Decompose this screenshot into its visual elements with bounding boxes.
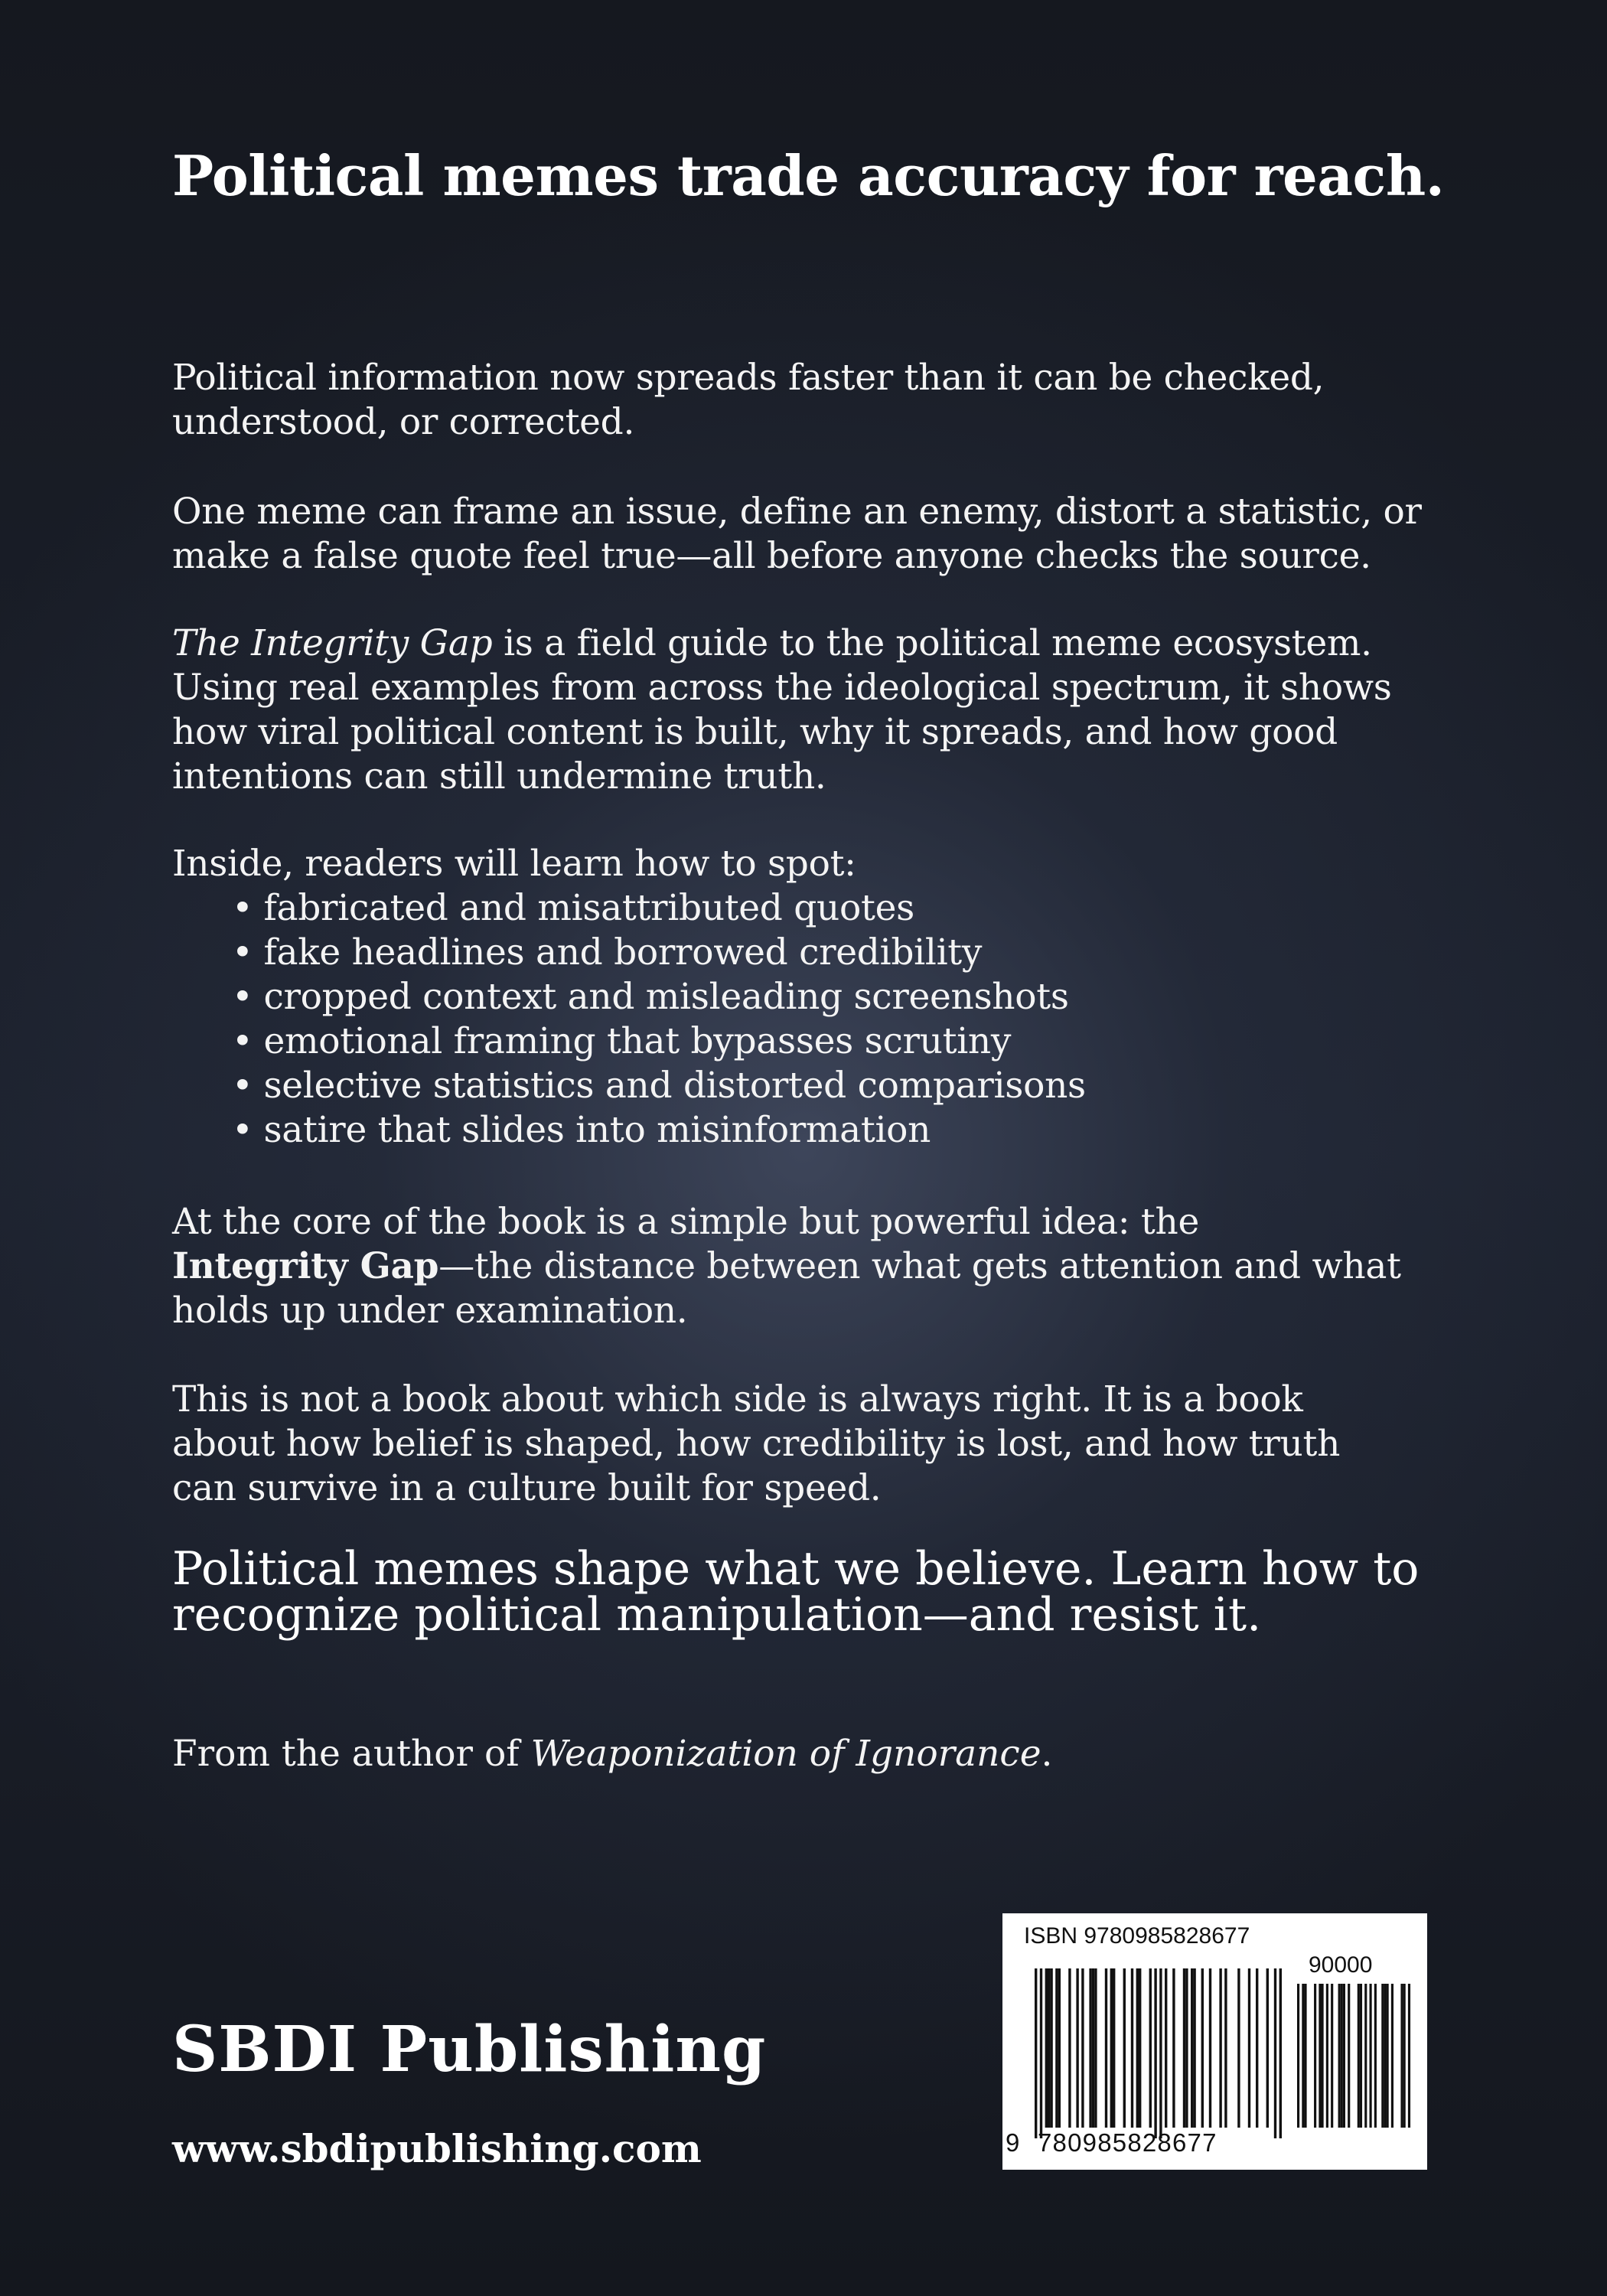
- core-idea-line-2: [172, 1244, 1442, 1289]
- from-author: [172, 1731, 1052, 1777]
- price-addon-bar: [1322, 1984, 1324, 2128]
- barcode-bar: [1274, 1968, 1276, 2138]
- barcode-bar: [1035, 1968, 1037, 2138]
- spot-list: [172, 886, 1086, 1153]
- list-item: • fabricated and misattributed quotes: [232, 886, 1086, 931]
- barcode-bar: [1201, 1968, 1204, 2128]
- tagline: [172, 1542, 1420, 1642]
- barcode-bar: [1068, 1968, 1071, 2128]
- barcode-bar: [1081, 1968, 1084, 2128]
- meme-line-1: One meme can frame an issue, define an enemy, distort a statistic, or: [172, 491, 1422, 533]
- barcode-bar: [1076, 1968, 1078, 2128]
- barcode-bar: [1159, 1968, 1162, 2138]
- price-addon-bar: [1408, 1984, 1410, 2128]
- price-addon-bar: [1297, 1984, 1299, 2128]
- intro-line-2: understood, or corrected.: [172, 401, 635, 443]
- book-description-line-3: how viral political content is built, why it spreads, and how good: [172, 711, 1338, 753]
- core-idea-line-3: holds up under examination.: [172, 1290, 688, 1332]
- purpose-paragraph: [172, 1378, 1442, 1511]
- price-addon-bar: [1326, 1984, 1328, 2128]
- barcode-bar: [1185, 1968, 1188, 2128]
- price-addon-bar: [1391, 1984, 1393, 2128]
- barcode-bar: [1149, 1968, 1152, 2128]
- price-addon-bar: [1348, 1984, 1350, 2128]
- list-item: • selective statistics and distorted comparisons: [232, 1064, 1086, 1108]
- list-item: • satire that slides into misinformation: [232, 1108, 1086, 1153]
- price-addon-bar: [1384, 1984, 1386, 2128]
- price-addon-bar: [1381, 1984, 1384, 2128]
- price-addon-bar: [1319, 1984, 1321, 2128]
- barcode-bar: [1279, 1968, 1282, 2138]
- barcode-bar: [1154, 1968, 1156, 2138]
- isbn-label: ISBN 9780985828677: [1024, 1923, 1250, 1949]
- book-title: The Integrity Gap: [172, 622, 493, 664]
- book-description-line-1-rest: is a field guide to the political meme ecosystem.: [492, 622, 1372, 664]
- price-addon-bar: [1364, 1984, 1367, 2128]
- barcode-bar: [1256, 1968, 1258, 2128]
- price-addon-bar: [1387, 1984, 1389, 2128]
- purpose-line-2: about how belief is shaped, how credibility is lost, and how truth: [172, 1423, 1341, 1465]
- barcode-bar: [1248, 1968, 1250, 2128]
- barcode-bar: [1193, 1968, 1195, 2128]
- publisher-website: www.sbdipublishing.com: [172, 2126, 702, 2171]
- core-idea-line-2-rest: —the distance between what gets attention and what: [438, 1245, 1401, 1287]
- price-addon-bar: [1331, 1984, 1333, 2128]
- barcode-digits: 780985828677: [1038, 2128, 1217, 2157]
- barcode-bar: [1050, 1968, 1052, 2128]
- barcode-bar: [1123, 1968, 1126, 2128]
- barcode-bar: [1131, 1968, 1133, 2128]
- barcode-bar: [1191, 1968, 1193, 2128]
- barcode-bar: [1237, 1968, 1240, 2128]
- barcode-bar: [1040, 1968, 1042, 2138]
- barcode-bar: [1209, 1968, 1211, 2128]
- barcode-bar: [1105, 1968, 1107, 2128]
- list-item: • emotional framing that bypasses scrutiny: [232, 1019, 1086, 1064]
- price-addon-bar: [1374, 1984, 1377, 2128]
- list-item: • fake headlines and borrowed credibility: [232, 931, 1086, 975]
- barcode-bar: [1136, 1968, 1139, 2128]
- price-addon-bar: [1304, 1984, 1306, 2128]
- core-idea-paragraph: [172, 1200, 1442, 1333]
- barcode-bar: [1045, 1968, 1048, 2128]
- price-addon-bar: [1400, 1984, 1403, 2128]
- price-addon-bar: [1314, 1984, 1316, 2128]
- list-item: • cropped context and misleading screenshots: [232, 975, 1086, 1019]
- headline: Political memes trade accuracy for reach.: [172, 143, 1445, 208]
- barcode-bar: [1165, 1968, 1167, 2128]
- price-addon-bar: [1341, 1984, 1343, 2128]
- barcode-bar: [1058, 1968, 1061, 2128]
- price-addon-bar: [1302, 1984, 1304, 2128]
- price-addon-bar: [1370, 1984, 1372, 2128]
- intro-line-1: Political information now spreads faster than it can be checked,: [172, 357, 1325, 399]
- price-addon-bar: [1360, 1984, 1362, 2128]
- tagline-line-1: Political memes shape what we believe. Learn how to: [172, 1542, 1420, 1596]
- price-addon-bar: [1358, 1984, 1360, 2128]
- barcode-bar: [1224, 1968, 1227, 2128]
- barcode-bar: [1110, 1968, 1113, 2128]
- barcode-bar: [1055, 1968, 1058, 2128]
- tagline-line-2: recognize political manipulation—and resist it.: [172, 1588, 1262, 1642]
- price-code: 90000: [1309, 1952, 1373, 1978]
- core-idea-line-1: At the core of the book is a simple but powerful idea: the: [172, 1201, 1199, 1243]
- meme-line-2: make a false quote feel true—all before anyone checks the source.: [172, 535, 1371, 577]
- barcode-bar: [1092, 1968, 1094, 2128]
- barcode-lead-digit: 9: [1006, 2128, 1020, 2157]
- from-author-prefix: From the author of: [172, 1733, 531, 1775]
- previous-book-title: Weaponization of Ignorance: [530, 1733, 1041, 1775]
- book-description-line-1: [172, 621, 1442, 666]
- purpose-line-3: can survive in a culture built for speed.: [172, 1467, 882, 1509]
- barcode-bar: [1048, 1968, 1050, 2128]
- barcode-bar: [1172, 1968, 1175, 2128]
- isbn-barcode: [1002, 1913, 1427, 2170]
- barcode-bar: [1266, 1968, 1269, 2128]
- integrity-gap-term: Integrity Gap: [172, 1245, 439, 1287]
- intro-paragraph: [172, 356, 1442, 445]
- spot-list-section: [172, 842, 1086, 1153]
- book-description-paragraph: [172, 621, 1442, 799]
- book-description-line-4: intentions can still undermine truth.: [172, 755, 826, 797]
- barcode-bar: [1219, 1968, 1221, 2128]
- publisher-name: SBDI Publishing: [172, 2013, 767, 2086]
- price-addon-bar: [1403, 1984, 1406, 2128]
- from-author-suffix: .: [1041, 1733, 1053, 1775]
- barcode-bar: [1089, 1968, 1091, 2128]
- price-addon-bar: [1338, 1984, 1341, 2128]
- spot-list-intro: Inside, readers will learn how to spot:: [172, 843, 856, 885]
- price-addon-bar: [1343, 1984, 1345, 2128]
- purpose-line-1: This is not a book about which side is always right. It is a book: [172, 1378, 1303, 1420]
- barcode-bar: [1183, 1968, 1185, 2128]
- barcode-bar: [1139, 1968, 1141, 2128]
- book-description-line-2: Using real examples from across the ideological spectrum, it shows: [172, 667, 1392, 709]
- barcode-bar: [1113, 1968, 1115, 2128]
- meme-paragraph: [172, 490, 1442, 579]
- barcode-bar: [1094, 1968, 1097, 2128]
